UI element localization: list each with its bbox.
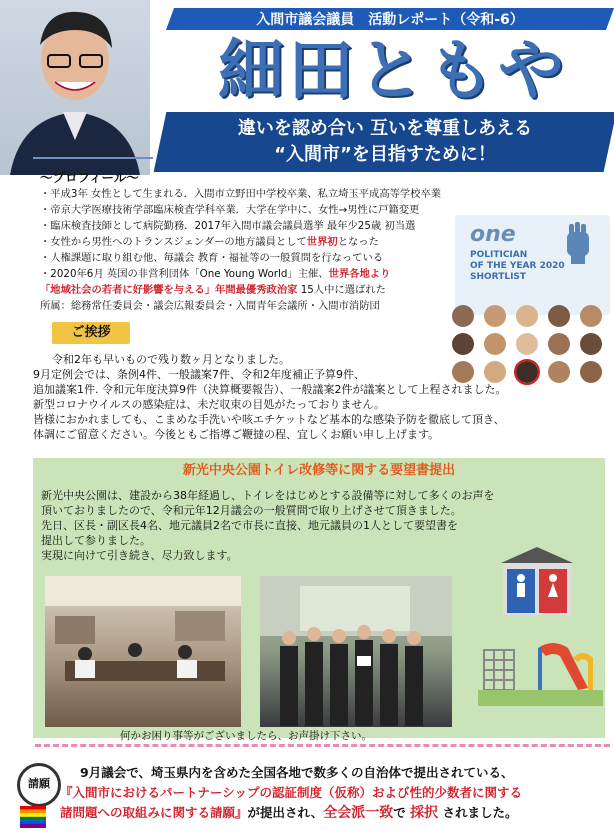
petition-title-end: 諸問題への取組みに関する請願』 bbox=[60, 805, 248, 820]
badge-line-1: POLITICIAN bbox=[470, 250, 528, 260]
profile-line: 所属：総務常任委員会・議会広報委員会・入間青年会議所・入間市消防団 bbox=[40, 300, 380, 312]
slogan-line-1: 違いを認め合い 互いを尊重しあえる bbox=[237, 118, 533, 139]
profile-line bbox=[40, 234, 379, 250]
greeting-line: 新型コロナウイルスの感染症は、未だ収束の目処がたっておりません。 bbox=[33, 398, 385, 411]
avatar bbox=[452, 333, 474, 355]
avatar bbox=[548, 305, 570, 327]
meeting-room-photo bbox=[45, 576, 241, 727]
avatar bbox=[548, 361, 570, 383]
avatar bbox=[484, 361, 506, 383]
avatar bbox=[452, 305, 474, 327]
slogan-line-2: “入間市”を目指すために！ bbox=[274, 144, 496, 165]
petition-text: されました。 bbox=[442, 805, 518, 820]
toilet-icon bbox=[497, 545, 577, 615]
greeting-line: 体調にご留意ください。今後ともご指導ご鞭撻の程、宜しくお願い申し上げます。 bbox=[33, 428, 440, 441]
badge-brand: one bbox=[470, 222, 516, 247]
park-line: 頂いておりましたので、令和元年12月議会の一般質問で取り上げさせて頂きました。 bbox=[41, 504, 462, 517]
profile-text: 15人中に選ばれた bbox=[297, 284, 386, 296]
petition-label: 請願 bbox=[28, 777, 50, 790]
avatar bbox=[580, 361, 602, 383]
portrait-rule bbox=[33, 157, 153, 159]
greeting-line: 追加議案1件. 令和元年度決算9件（決算概要報告）、一般議案2件が議案として上程されました。 bbox=[33, 383, 507, 396]
group-photo bbox=[260, 576, 452, 727]
dashed-divider bbox=[35, 744, 610, 747]
shortlist-avatars bbox=[450, 303, 610, 387]
petition-line: 9月議会で、埼玉県内を含めた全国各地で数多くの自治体で提出されている、 bbox=[80, 765, 514, 780]
report-title: 入間市議会議員 活動レポート（令和-6） bbox=[256, 12, 524, 28]
park-line: 先日、区長・副区長4名、地元議員2名で市長に直接、地元議員の1人として要望書を bbox=[41, 519, 458, 532]
avatar bbox=[516, 305, 538, 327]
park-line: 提出して参りました。 bbox=[41, 534, 151, 547]
profile-line: ・平成3年 女性として生まれる．入間市立野田中学校卒業、私立埼玉平成高等学校卒業 bbox=[40, 188, 442, 200]
profile-line: ・人権課題に取り組む他、毎議会 教育・福祉等の一般質問を行なっている bbox=[40, 252, 384, 264]
highlight-text: 世界初 bbox=[306, 236, 338, 248]
park-section-title: 新光中央公園トイレ改修等に関する要望書提出 bbox=[182, 463, 456, 478]
avatar bbox=[484, 333, 506, 355]
unanimous-highlight: 全会派一致 bbox=[323, 805, 394, 821]
greeting-title: ご挨拶 bbox=[71, 325, 111, 340]
petition-text: で bbox=[393, 805, 406, 820]
avatar bbox=[452, 361, 474, 383]
profile-heading: 〜プロフィール〜 bbox=[40, 170, 139, 185]
rainbow-flag-icon bbox=[20, 806, 46, 828]
profile-line: ・帝京大学医療技術学部臨床検査学科卒業．大学在学中に、女性→男性に戸籍変更 bbox=[40, 204, 420, 216]
highlight-text: 世界各地より bbox=[328, 268, 391, 280]
politician-name: 細田ともや bbox=[218, 32, 568, 109]
profile-text: ・2020年6月 英国の非営利団体「One Young World」主催、 bbox=[40, 268, 329, 280]
profile-line bbox=[40, 266, 390, 282]
profile-text: ・女性から男性へのトランスジェンダーの地方議員として bbox=[40, 236, 307, 248]
profile-text: となった bbox=[337, 236, 379, 248]
profile-line bbox=[40, 282, 386, 298]
avatar bbox=[580, 305, 602, 327]
highlight-text: 「地域社会の若者に好影響を与える」年間最優秀政治家 bbox=[40, 284, 298, 296]
person-icon bbox=[0, 0, 150, 175]
greeting-line: 令和2年も早いもので残り数ヶ月となりました。 bbox=[52, 353, 290, 366]
badge-line-3: SHORTLIST bbox=[470, 272, 527, 282]
avatar bbox=[516, 333, 538, 355]
petition-line bbox=[60, 803, 518, 823]
park-line: 新光中央公園は、建設から38年経過し、トイレをはじめとする設備等に対して多くのお声を bbox=[41, 489, 495, 502]
park-line: 実現に向けて引き続き、尽力致します。 bbox=[41, 549, 238, 562]
raised-fist-icon bbox=[555, 218, 603, 266]
greeting-line: 9月定例会では、条例4件、一般議案7件、令和2年度補正予算9件、 bbox=[33, 368, 365, 381]
avatar bbox=[580, 333, 602, 355]
portrait-photo bbox=[0, 0, 150, 175]
avatar bbox=[484, 305, 506, 327]
badge-line-2: OF THE YEAR 2020 bbox=[470, 261, 565, 271]
greeting-line: 皆様におかれましても、こまめな手洗いや咳エチケットなど基本的な感染予防を徹底して頂き、 bbox=[33, 413, 505, 426]
petition-line: 『入間市におけるパートナーシップの認証制度（仮称）および性的少数者に関する bbox=[60, 785, 523, 800]
contact-note: 何かお困り事等がございましたら、お声掛け下さい。 bbox=[120, 730, 372, 742]
profile-line: ・臨床検査技師として病院勤務．2017年入間市議会議員選挙 最年少25歳 初当選 bbox=[40, 220, 416, 232]
avatar bbox=[516, 361, 538, 383]
avatar bbox=[548, 333, 570, 355]
adopted-highlight: 採択 bbox=[410, 805, 439, 821]
playground-icon bbox=[478, 628, 603, 708]
petition-text: が提出され、 bbox=[247, 805, 324, 820]
